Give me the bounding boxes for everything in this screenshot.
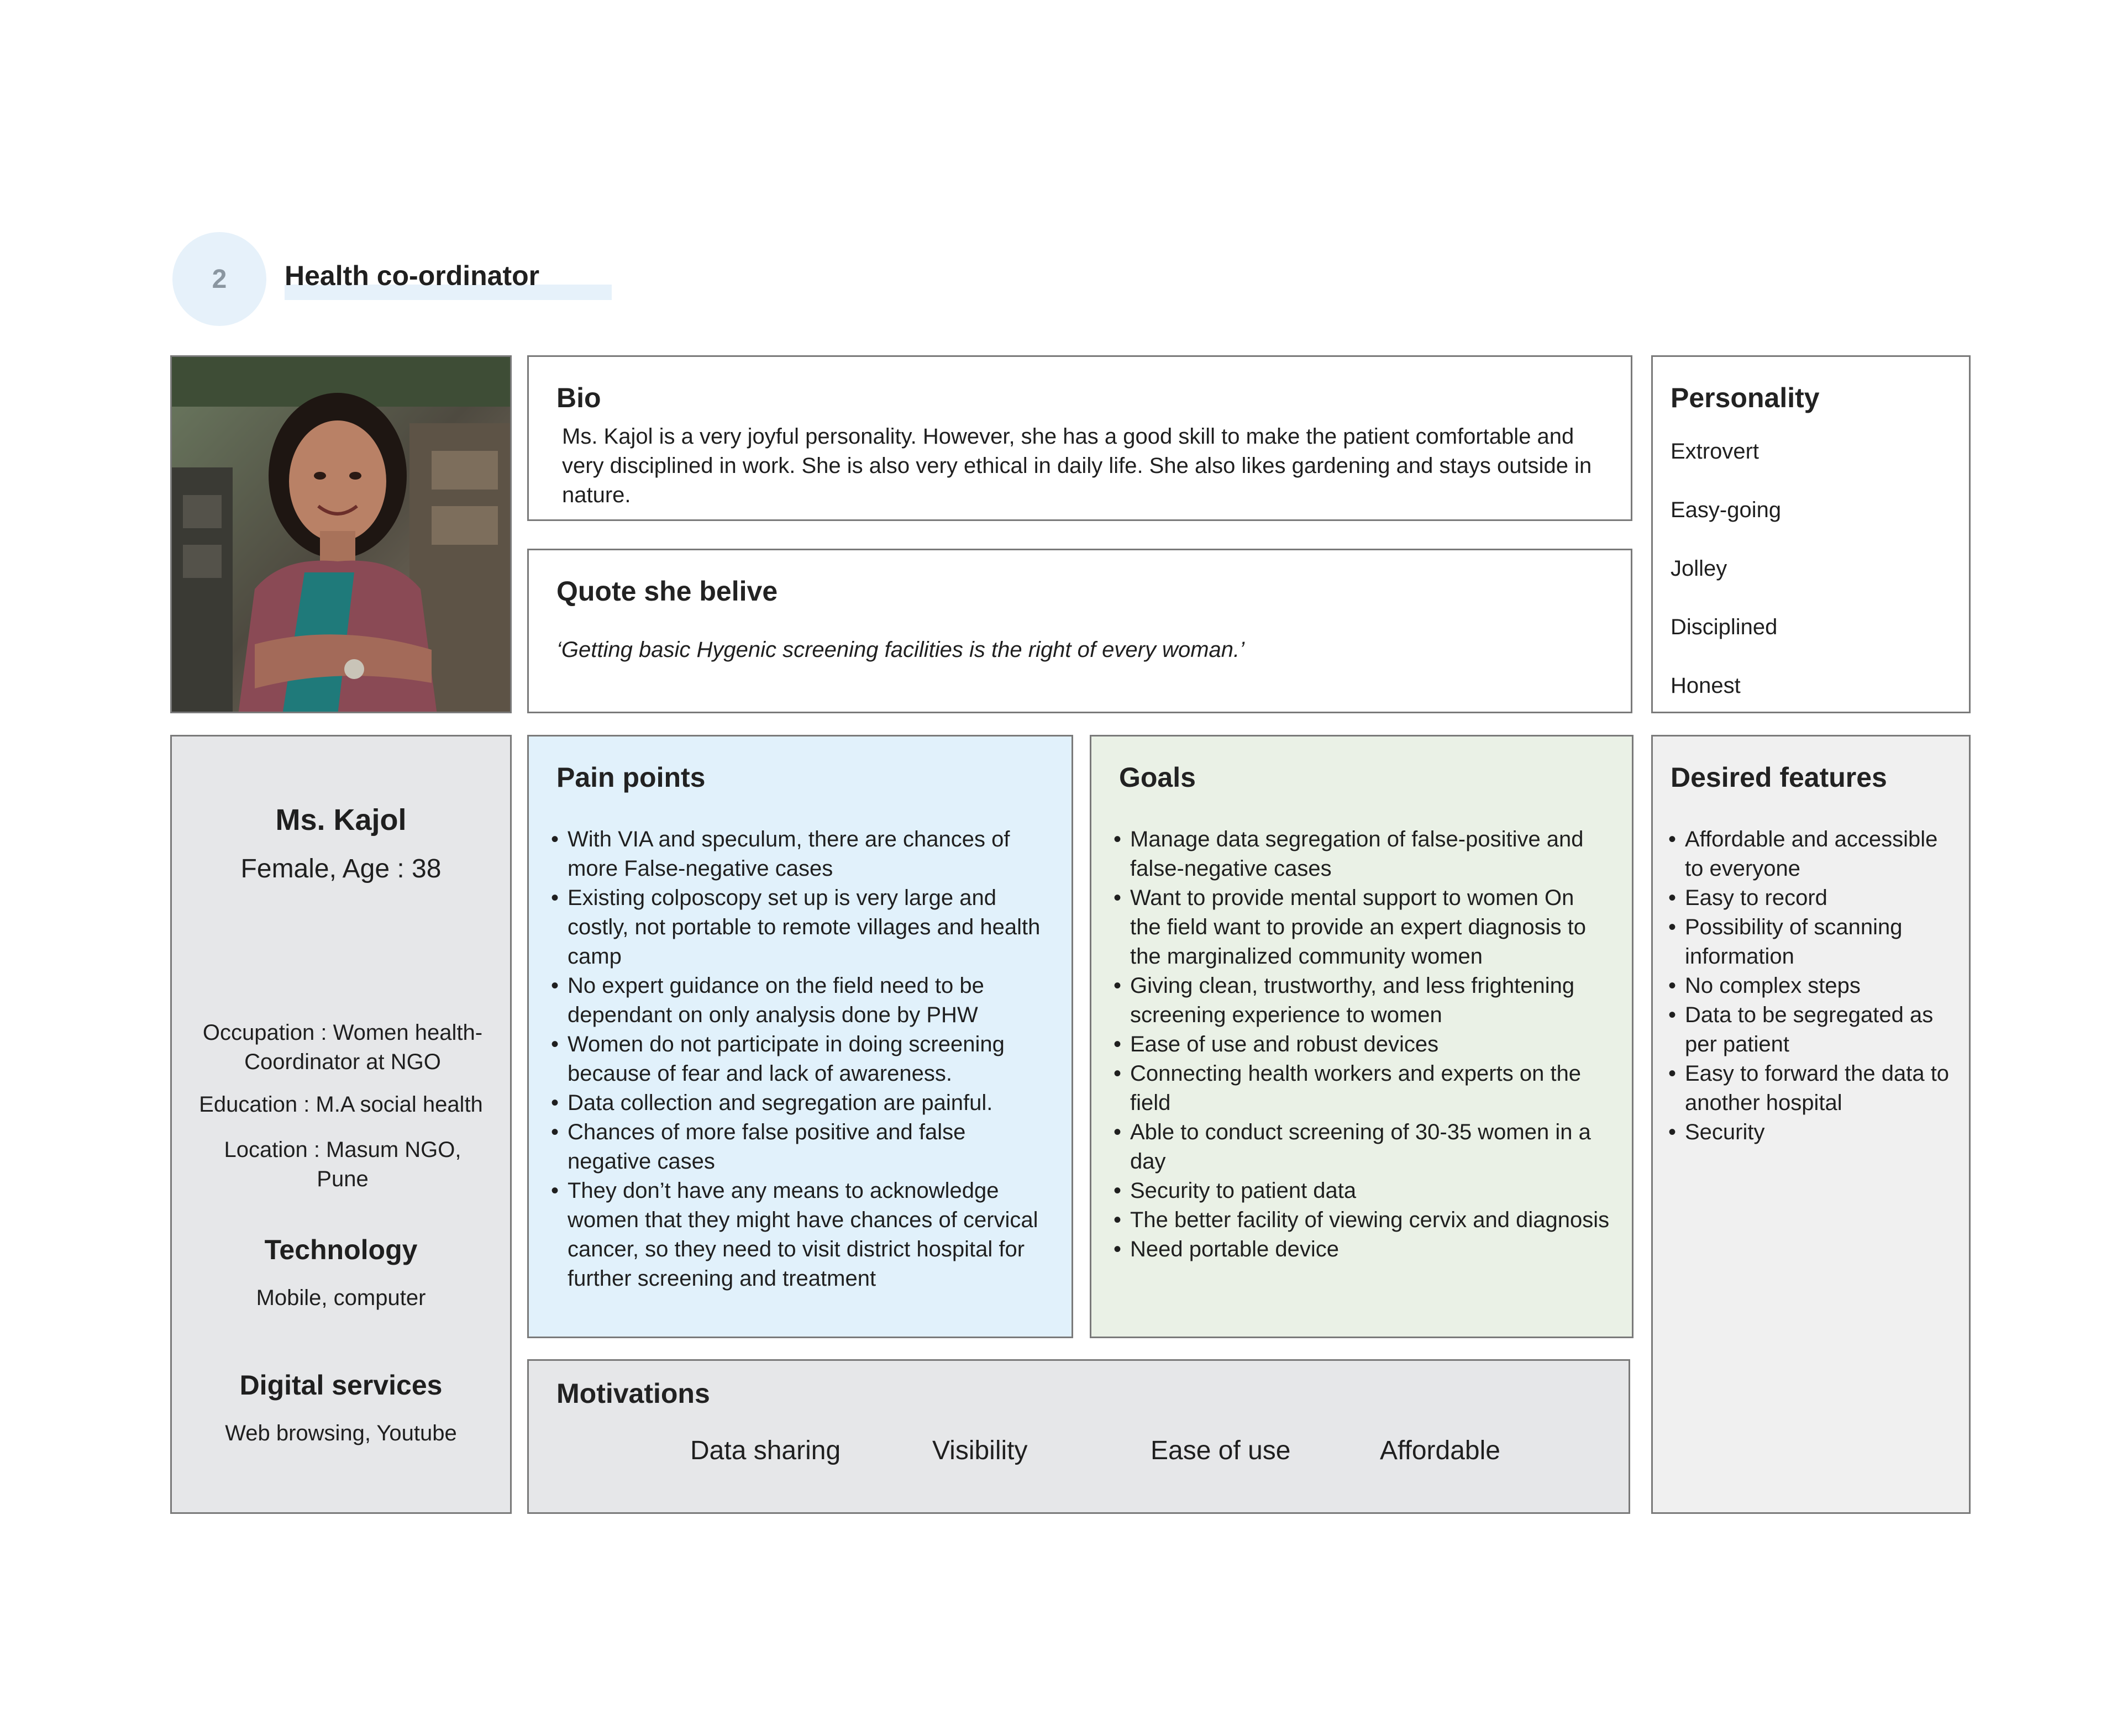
personality-panel (1651, 355, 1971, 713)
list-item: • Women do not participate in doing screening because of fear and lack of awareness. (551, 1030, 1048, 1088)
list-item: • Giving clean, trustworthy, and less frightening screening experience to women (1113, 971, 1611, 1030)
digital-services-heading: Digital services (239, 1370, 443, 1401)
personality-trait: Jolley (1671, 556, 1727, 581)
list-item: • Data collection and segregation are painful. (551, 1088, 1048, 1118)
persona-number: 2 (212, 264, 227, 294)
motivations-panel (527, 1359, 1630, 1514)
pain-points-heading: Pain points (556, 762, 706, 793)
list-item: • Existing colposcopy set up is very large and costly, not portable to remote villages and health camp (551, 883, 1048, 971)
quote-heading: Quote she belive (556, 576, 778, 607)
persona-education: Education : M.A social health (199, 1092, 483, 1117)
bio-text: Ms. Kajol is a very joyful personality. However, she has a good skill to make the patient comfortable and very disciplined in work. She is also very ethical in daily life. She also likes gardening and stays outside in nature. (562, 424, 1592, 507)
list-item: • Possibility of scanning information (1668, 913, 1956, 971)
motivation-item: Data sharing (690, 1436, 841, 1465)
motivation-item: Affordable (1380, 1436, 1500, 1465)
list-item: • No expert guidance on the field need to be dependant on only analysis done by PHW (551, 971, 1048, 1030)
quote-text: ‘Getting basic Hygenic screening facilities is the right of every woman.’ (556, 638, 1244, 662)
motivation-item: Ease of use (1151, 1436, 1291, 1465)
desired-features-list (1668, 825, 1956, 1147)
goals-panel (1090, 735, 1633, 1338)
bio-panel (527, 355, 1632, 521)
desired-features-panel (1651, 735, 1971, 1514)
personality-trait: Disciplined (1671, 615, 1778, 639)
goals-list (1113, 825, 1611, 1264)
motivation-item: Visibility (932, 1436, 1028, 1465)
persona-location: Location : Masum NGO, Pune (224, 1138, 461, 1191)
personality-heading: Personality (1671, 382, 1820, 413)
personality-trait: Honest (1671, 674, 1741, 698)
list-item: • Security (1668, 1118, 1956, 1147)
persona-photo (170, 355, 512, 713)
page-title: Health co-ordinator (285, 260, 540, 291)
list-item: • With VIA and speculum, there are chances of more False-negative cases (551, 825, 1048, 883)
persona-occupation: Occupation : Women health-Coordinator at NGO (202, 1020, 483, 1074)
persona-number-badge (172, 232, 266, 326)
personality-list (1671, 437, 1781, 730)
list-item: • Security to patient data (1113, 1176, 1611, 1206)
list-item: • No complex steps (1668, 971, 1956, 1001)
persona-gender-age: Female, Age : 38 (240, 854, 442, 883)
goals-heading: Goals (1119, 762, 1196, 793)
list-item: • Want to provide mental support to women On the field want to provide an expert diagnosis to the marginalized community women (1113, 883, 1611, 971)
list-item: • Data to be segregated as per patient (1668, 1001, 1956, 1059)
list-item: • Ease of use and robust devices (1113, 1030, 1611, 1059)
list-item: • Manage data segregation of false-positive and false-negative cases (1113, 825, 1611, 883)
list-item: • Affordable and accessible to everyone (1668, 825, 1956, 883)
list-item: • Easy to forward the data to another hospital (1668, 1059, 1956, 1118)
list-item: • Chances of more false positive and false negative cases (551, 1118, 1048, 1176)
persona-portrait-illustration (172, 357, 512, 713)
list-item: • Connecting health workers and experts on the field (1113, 1059, 1611, 1118)
quote-panel (527, 549, 1632, 713)
bio-heading: Bio (556, 382, 601, 413)
pain-points-list (551, 825, 1048, 1293)
profile-panel (170, 735, 512, 1514)
personality-trait: Easy-going (1671, 498, 1782, 522)
list-item: • Able to conduct screening of 30-35 women in a day (1113, 1118, 1611, 1176)
motivations-heading: Motivations (556, 1378, 710, 1409)
list-item: • The better facility of viewing cervix and diagnosis (1113, 1206, 1611, 1235)
technology-value: Mobile, computer (256, 1286, 426, 1310)
list-item: • Easy to record (1668, 883, 1956, 913)
list-item: • Need portable device (1113, 1235, 1611, 1264)
personality-trait: Extrovert (1671, 439, 1759, 464)
list-item: • They don’t have any means to acknowledge women that they might have chances of cervical cancer, so they need to visit district hospital for further screening and treatment (551, 1176, 1048, 1293)
technology-heading: Technology (264, 1234, 418, 1265)
pain-points-panel (527, 735, 1073, 1338)
desired-features-heading: Desired features (1671, 762, 1887, 793)
digital-services-value: Web browsing, Youtube (225, 1421, 457, 1445)
persona-name: Ms. Kajol (275, 803, 407, 837)
